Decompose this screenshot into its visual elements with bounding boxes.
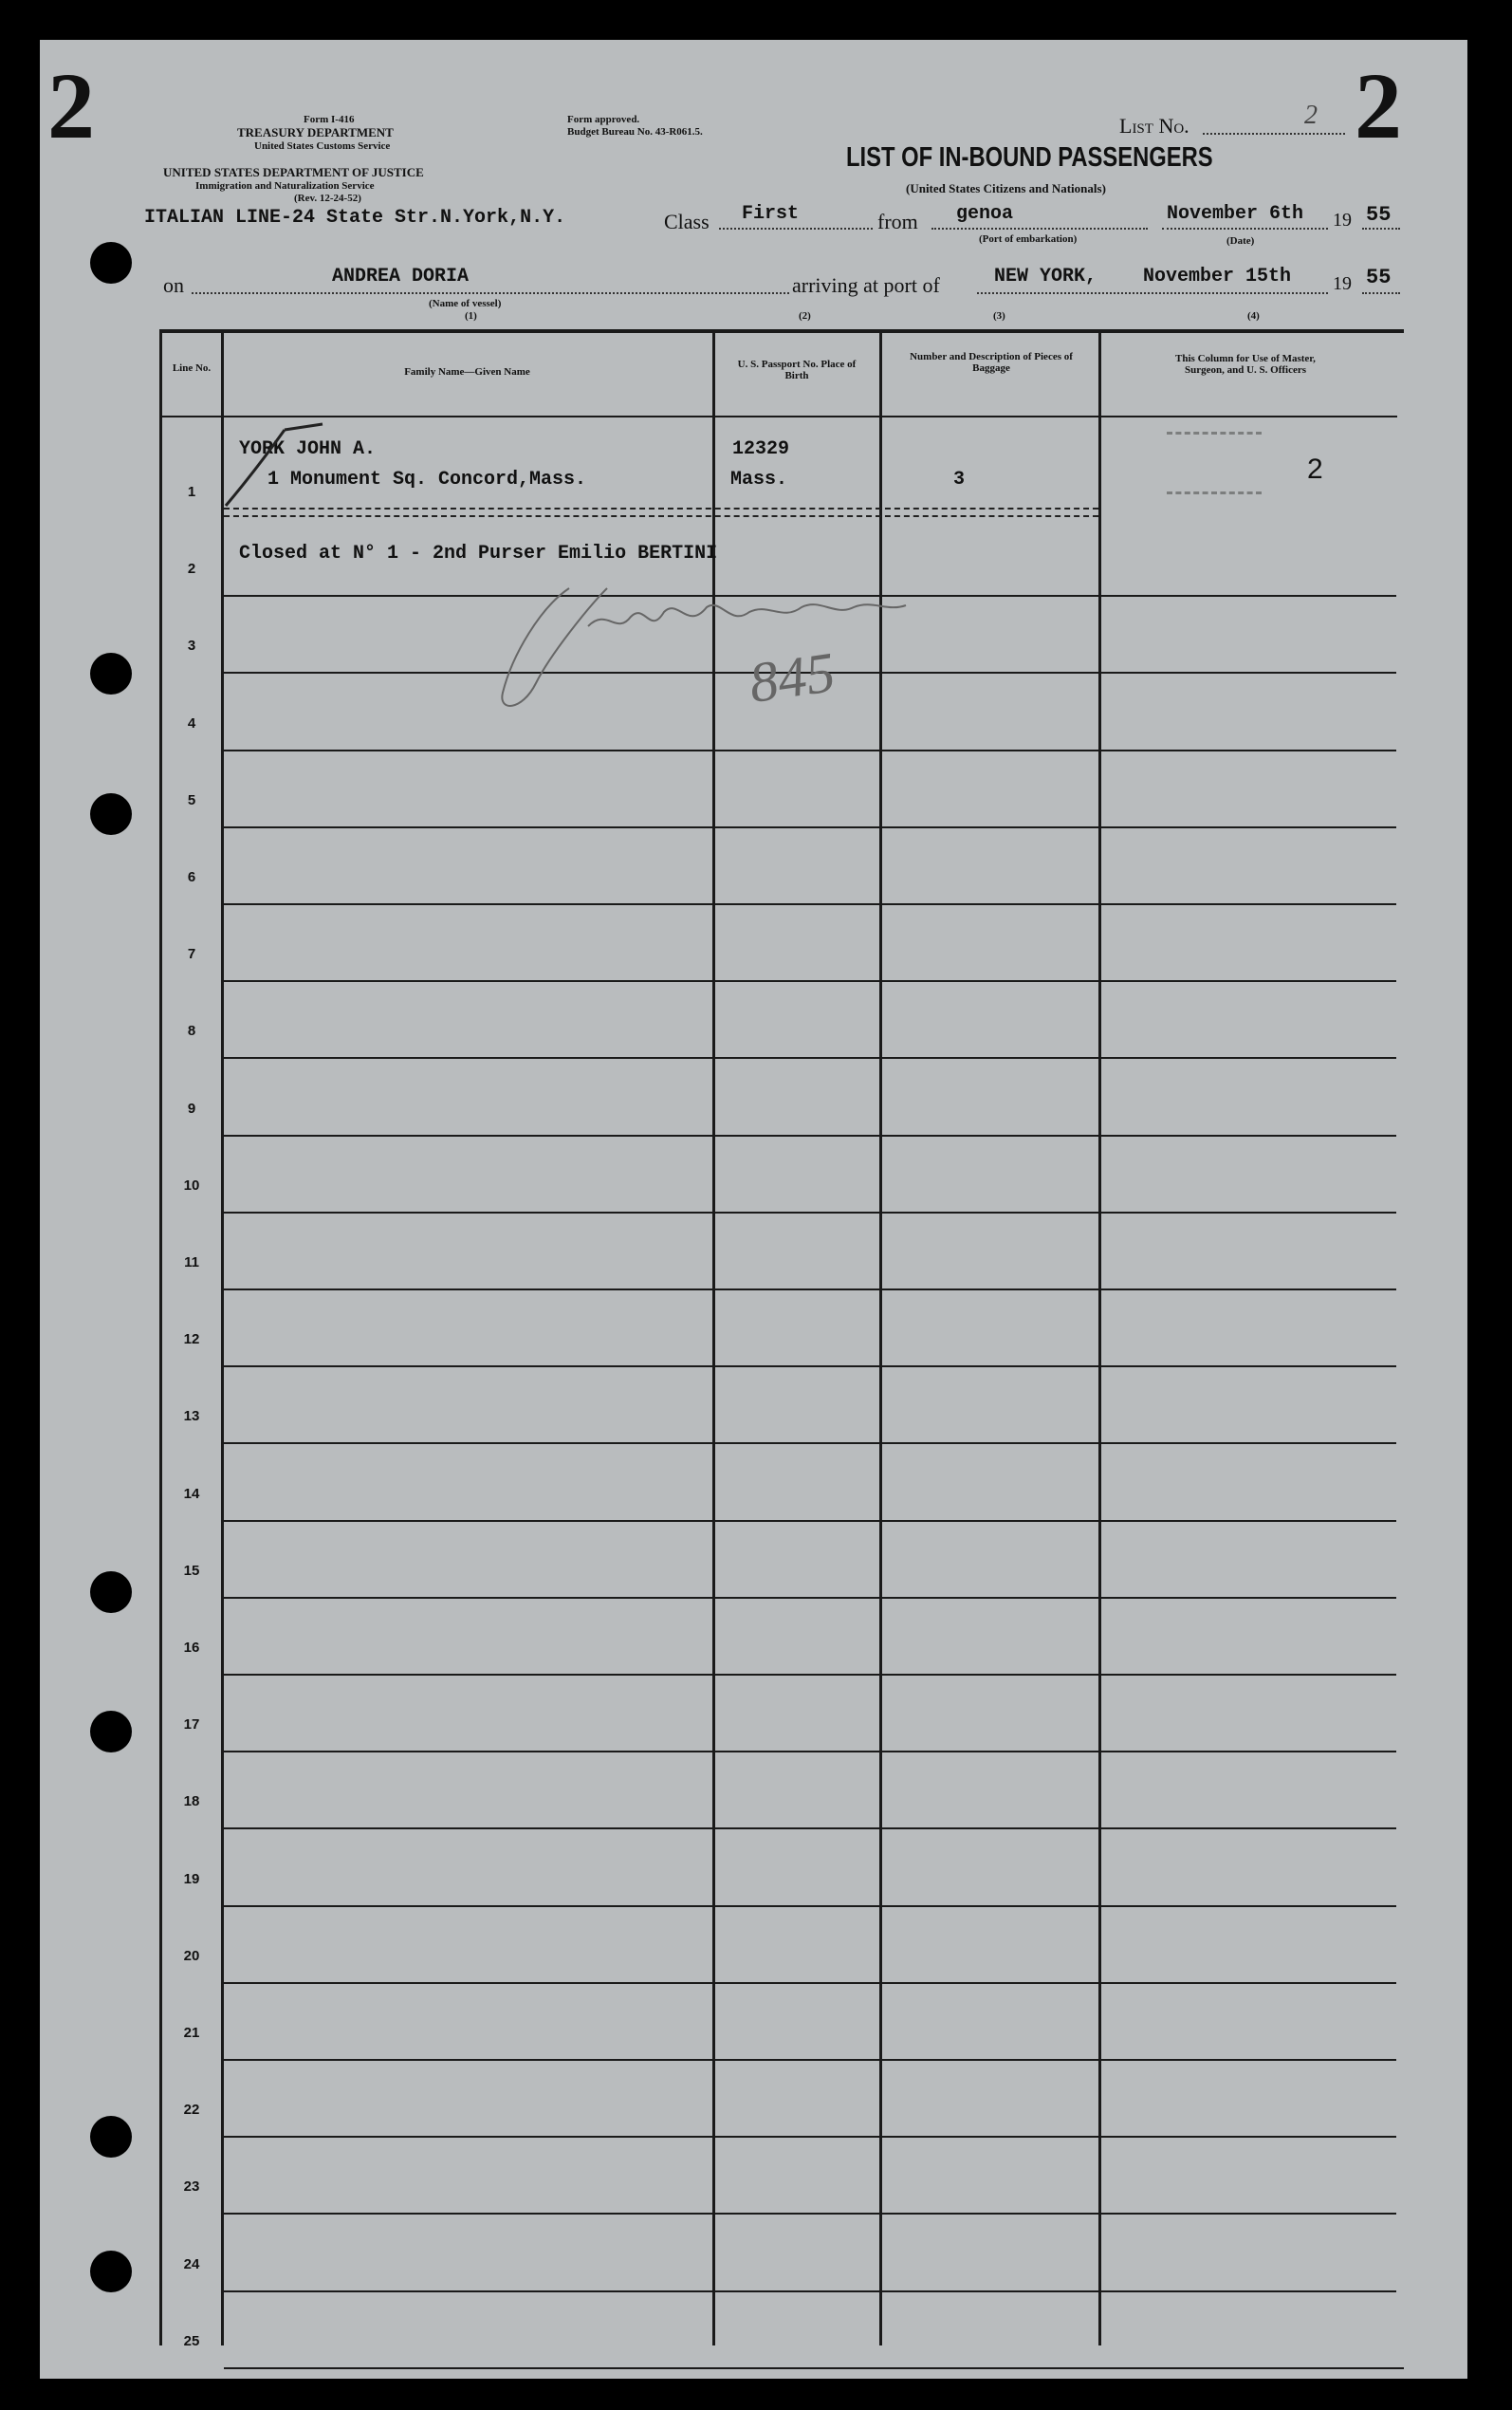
col-border-left: [159, 331, 162, 2345]
col2-num: (2): [799, 310, 811, 322]
punch-hole: [90, 1571, 132, 1613]
row-number: 7: [187, 946, 196, 963]
row-number: 15: [183, 1562, 200, 1579]
date-prefix: 19: [1333, 210, 1352, 231]
row-line: [224, 903, 1396, 905]
row-line: [224, 1057, 1396, 1059]
class-label: Class: [664, 210, 710, 233]
entry1-officer-mark: 2: [1307, 454, 1323, 485]
punch-hole: [90, 653, 132, 695]
from-label: from: [877, 210, 918, 233]
treasury-label: TREASURY DEPARTMENT: [237, 125, 394, 139]
row-number: 18: [183, 1793, 200, 1810]
row-line: [224, 1212, 1396, 1214]
col-header-line-no: Line No.: [172, 362, 212, 374]
row-line: [224, 1751, 1396, 1752]
col-border-line: [221, 331, 224, 2345]
col3-num: (3): [993, 310, 1005, 322]
vessel-caption-num: (1): [465, 310, 477, 322]
page-title: LIST OF IN-BOUND PASSENGERS: [846, 142, 1213, 173]
year-value: 55: [1366, 203, 1392, 227]
row-number: 6: [187, 869, 196, 885]
handwritten-note: 845: [745, 640, 839, 714]
arrival-prefix: 19: [1333, 273, 1352, 294]
from-line: [931, 228, 1148, 230]
arrival-port: NEW YORK,: [994, 266, 1097, 287]
punch-hole: [90, 2116, 132, 2158]
row-line: [224, 750, 1396, 751]
row-line: [224, 1982, 1396, 1984]
row-line: [224, 1288, 1396, 1290]
punch-hole: [90, 242, 132, 284]
port-caption: (Port of embarkation): [979, 233, 1078, 245]
entry1-baggage: 3: [953, 469, 966, 491]
col-header-baggage: Number and Description of Pieces of Baggage: [910, 351, 1073, 374]
corner-number-left: 2: [47, 53, 95, 158]
col-border-baggage: [1098, 331, 1101, 2345]
row-line: [224, 1442, 1396, 1444]
on-label: on: [163, 273, 184, 297]
line-stamp: ITALIAN LINE-24 State Str.N.York,N.Y.: [144, 207, 566, 229]
row-number: 4: [187, 714, 196, 732]
row-number: 11: [184, 1254, 199, 1270]
row-number: 23: [183, 2178, 200, 2196]
row-line: [224, 1135, 1396, 1137]
immigration-label: Immigration and Naturalization Service: [195, 180, 375, 192]
row-number: 1: [187, 484, 196, 500]
form-number: Form I-416: [304, 114, 355, 125]
row-line: [224, 2059, 1396, 2061]
arriving-label: arriving at port of: [792, 273, 940, 297]
arrival-date: November 15th: [1143, 266, 1292, 287]
list-no-line: [1203, 133, 1345, 135]
arrival-year: 55: [1366, 266, 1392, 289]
row-number: 5: [187, 791, 196, 808]
row-number: 19: [183, 1870, 200, 1887]
row-number: 24: [183, 2255, 200, 2272]
entry1-name: YORK JOHN A.: [239, 438, 377, 460]
row-line: [224, 2136, 1396, 2138]
row-number: 12: [183, 1331, 200, 1348]
row-number: 13: [183, 1408, 200, 1425]
arrival-line: [977, 292, 1328, 294]
entry-separator: [224, 508, 1098, 517]
list-no-label: List No.: [1119, 114, 1189, 138]
corner-number-right: 2: [1355, 53, 1402, 158]
row-number: 22: [183, 2102, 200, 2119]
row-number: 20: [183, 1947, 200, 1964]
vessel-caption: (Name of vessel): [429, 298, 502, 309]
row-line: [224, 1827, 1396, 1829]
port-embarkation: genoa: [956, 203, 1014, 225]
entry1-passport: 12329: [732, 438, 790, 460]
year-line: [1362, 228, 1400, 230]
row-line: [224, 1365, 1396, 1367]
col4-num: (4): [1247, 310, 1260, 322]
row-number: 3: [187, 638, 196, 655]
arrival-year-line: [1362, 292, 1400, 294]
col-header-name: Family Name—Given Name: [404, 366, 530, 378]
class-line: [719, 228, 873, 230]
row-line: [224, 1597, 1396, 1599]
row-number: 25: [183, 2332, 200, 2349]
budget-label: Budget Bureau No. 43-R061.5.: [567, 126, 703, 138]
row-line: [224, 2367, 1404, 2369]
row-number: 9: [187, 1100, 196, 1117]
row-number: 16: [183, 1640, 200, 1656]
row-number: 8: [187, 1023, 196, 1040]
date-value: November 6th: [1167, 203, 1304, 225]
col-header-passport: U. S. Passport No. Place of Birth: [737, 359, 857, 381]
row-number: 2: [187, 561, 196, 578]
row-number: 14: [183, 1485, 200, 1502]
row-line: [224, 2290, 1396, 2292]
row-number: 17: [183, 1716, 200, 1733]
date-caption: (Date): [1226, 235, 1255, 247]
row-line: [224, 1905, 1396, 1907]
customs-label: United States Customs Service: [254, 140, 391, 152]
date-line: [1162, 228, 1328, 230]
list-no-value: 2: [1304, 101, 1318, 130]
faded-stamp: [1167, 432, 1262, 494]
entry1-address: 1 Monument Sq. Concord,Mass.: [267, 469, 587, 491]
row-line: [224, 1674, 1396, 1676]
punch-hole: [90, 2251, 132, 2292]
class-value: First: [742, 203, 800, 225]
vessel-name: ANDREA DORIA: [332, 266, 470, 287]
header-bottom-border: [159, 416, 1397, 417]
punch-hole: [90, 1711, 132, 1752]
row-line: [224, 980, 1396, 982]
revision-label: (Rev. 12-24-52): [294, 193, 361, 204]
check-mark: [218, 413, 332, 517]
punch-hole: [90, 793, 132, 835]
approved-label: Form approved.: [567, 114, 640, 125]
justice-label: UNITED STATES DEPARTMENT OF JUSTICE: [163, 165, 424, 179]
entry1-birth: Mass.: [730, 469, 788, 491]
form-sheet: [40, 40, 1467, 2379]
vessel-line: [192, 292, 789, 294]
row-number: 21: [183, 2025, 200, 2041]
signature: [446, 569, 958, 731]
page-subtitle: (United States Citizens and Nationals): [906, 181, 1106, 195]
row-line: [224, 2213, 1396, 2215]
row-line: [224, 1520, 1396, 1522]
row-line: [224, 826, 1396, 828]
closing-note: Closed at N° 1 - 2nd Purser Emilio BERTINI: [239, 543, 718, 565]
row-number: 10: [183, 1177, 200, 1194]
table-top-border: [159, 329, 1404, 333]
col-header-officers: This Column for Use of Master, Surgeon, and U. S. Officers: [1175, 353, 1316, 376]
